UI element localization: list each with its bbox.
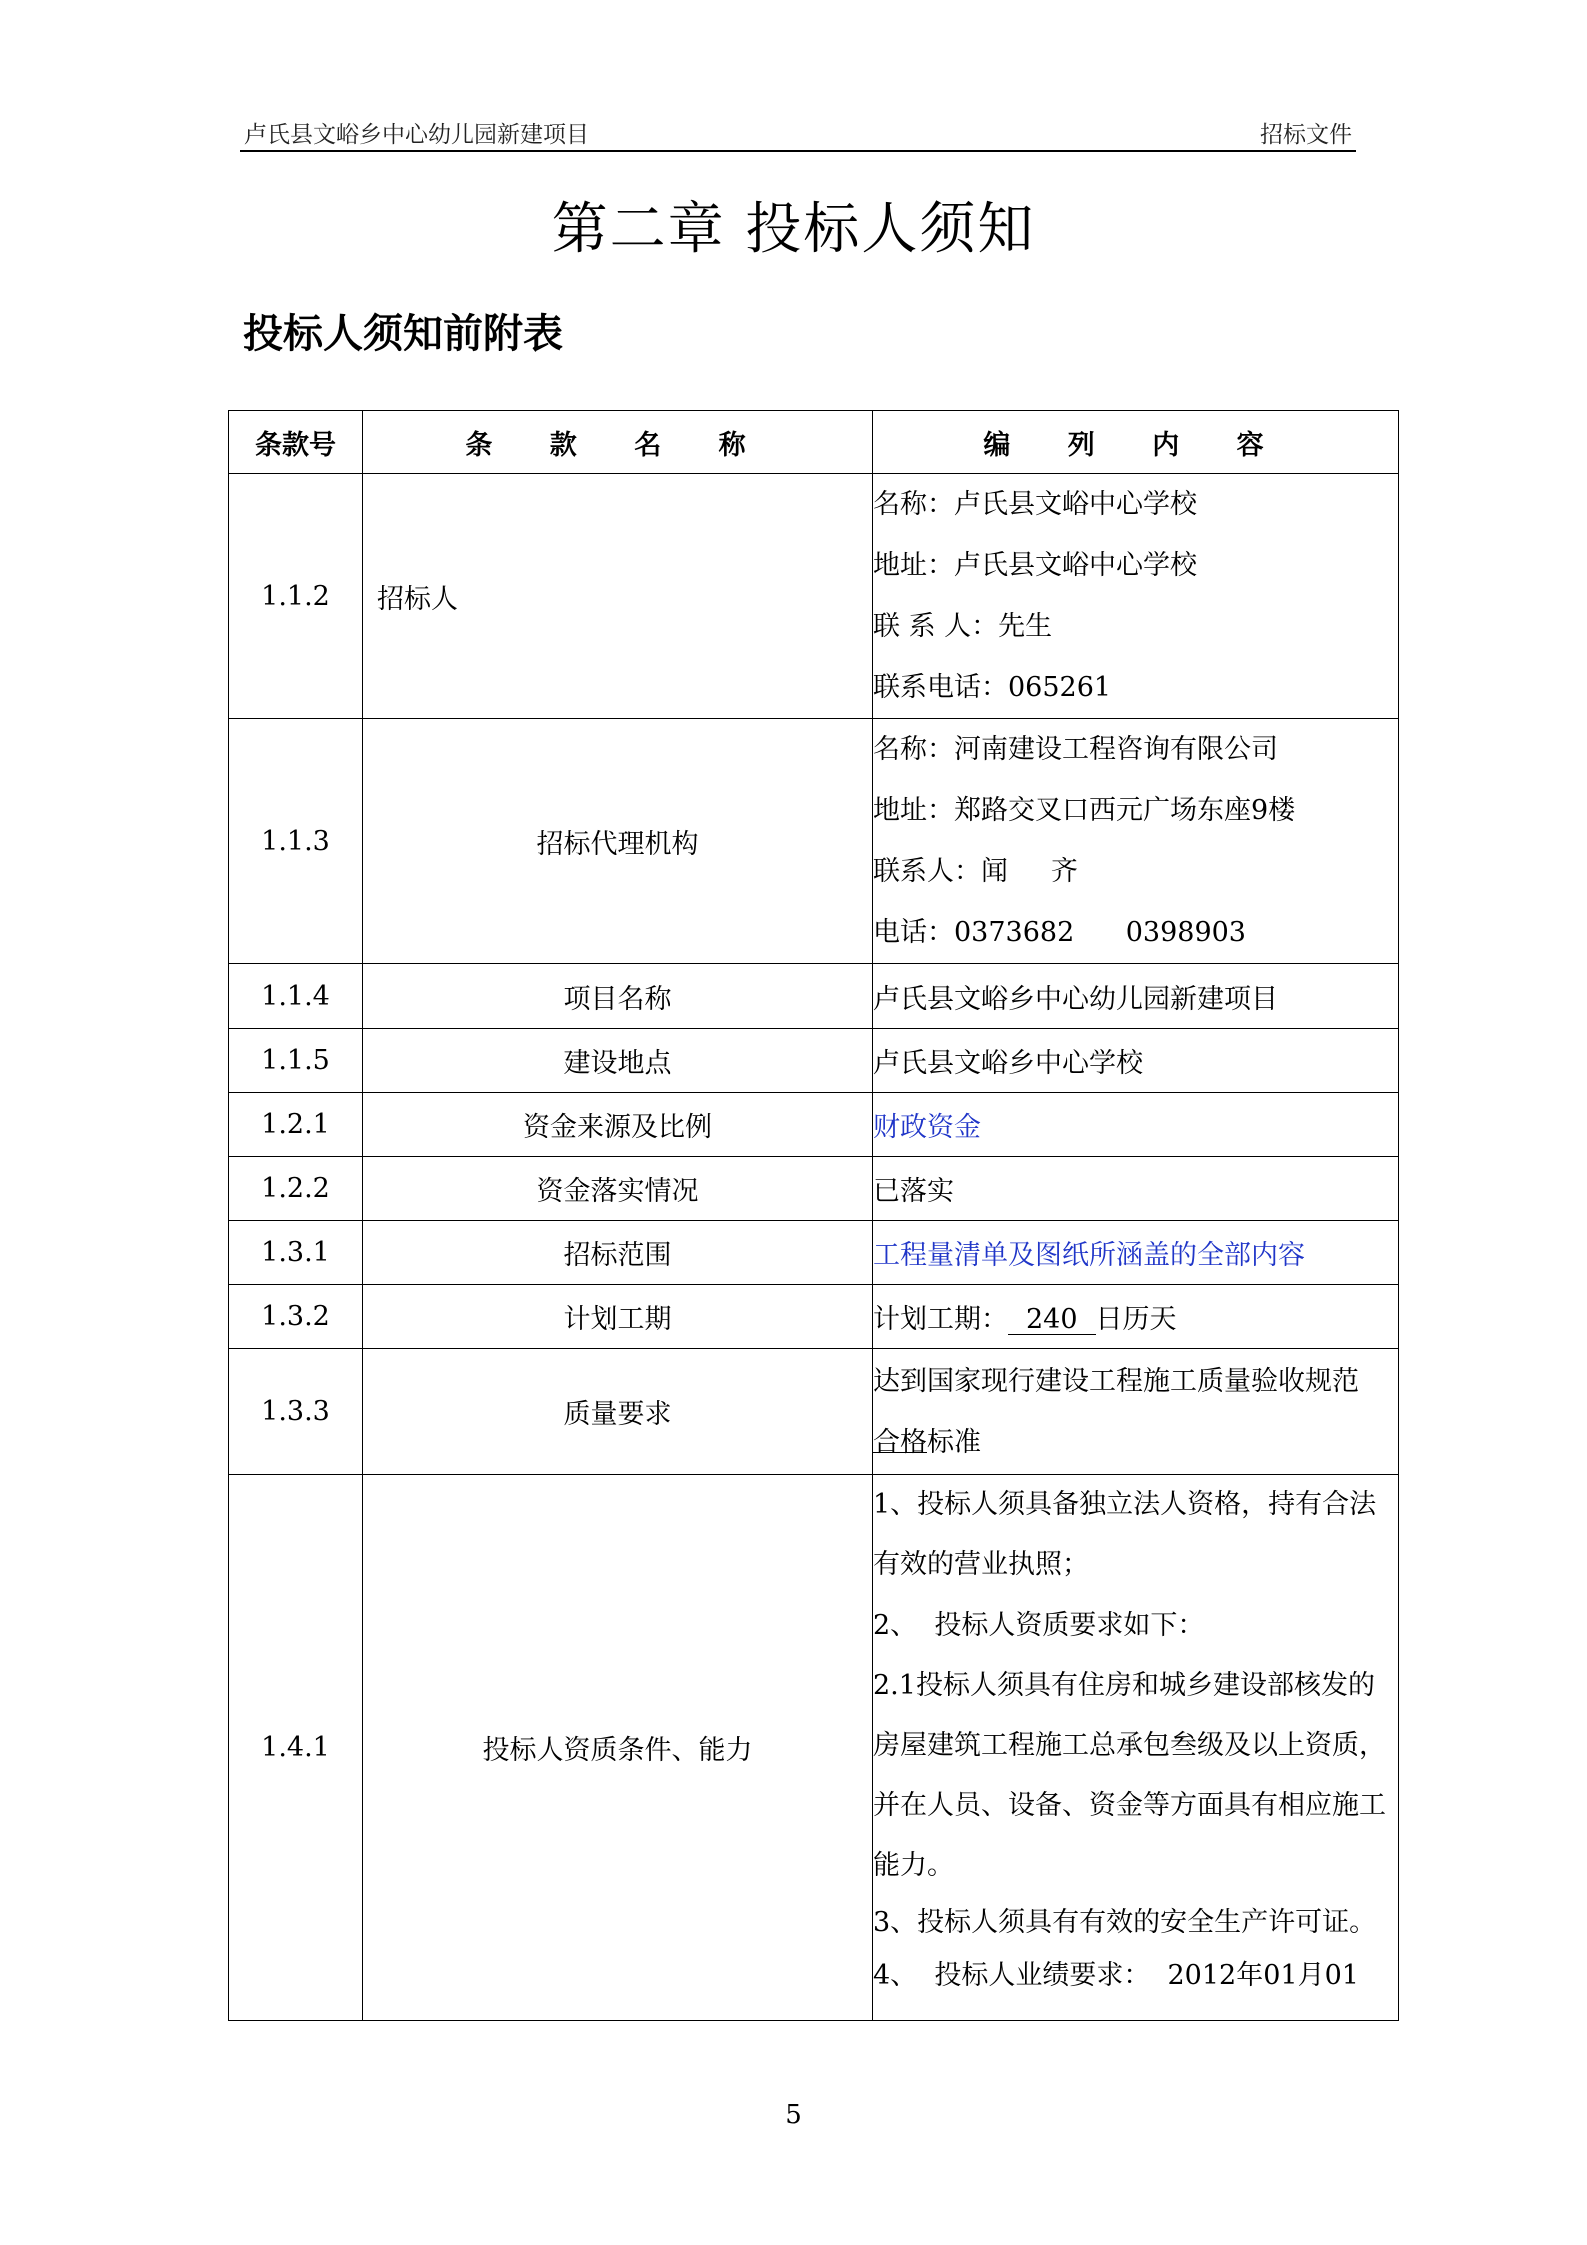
table-row bbox=[229, 1093, 1399, 1157]
clause-no: 1.3.1 bbox=[229, 1221, 363, 1285]
clause-name: 资金落实情况 bbox=[363, 1157, 873, 1221]
clause-no: 1.4.1 bbox=[229, 1475, 363, 2021]
table-row bbox=[229, 1029, 1399, 1093]
content-line: 联系电话：065261 bbox=[873, 672, 1112, 703]
content-line: 地址：卢氏县文峪中心学校 bbox=[873, 550, 1197, 581]
table-row bbox=[229, 1285, 1399, 1349]
clause-content: 卢氏县文峪乡中心幼儿园新建项目 bbox=[873, 964, 1399, 1029]
content-line: 2.1投标人须具有住房和城乡建设部核发的房屋建筑工程施工总承包叁级及以上资质，并在人员、设备、资金等方面具有相应施工能力。 bbox=[873, 1670, 1386, 1881]
clause-content bbox=[873, 1475, 1399, 2021]
clause-content bbox=[873, 474, 1399, 719]
clause-content: 已落实 bbox=[873, 1157, 1399, 1221]
clause-name: 投标人资质条件、能力 bbox=[363, 1475, 873, 2021]
clause-content: 财政资金 bbox=[873, 1093, 1399, 1157]
content-line: 电话：0373682 0398903 bbox=[873, 917, 1246, 948]
content-line: 4、 投标人业绩要求： 2012年01月01 bbox=[873, 1960, 1359, 1991]
table-header-row bbox=[229, 411, 1399, 474]
content-line: 联系人：闻 齐 bbox=[873, 856, 1078, 887]
clause-name: 招标范围 bbox=[363, 1221, 873, 1285]
table-row bbox=[229, 1475, 1399, 2021]
duration-unit: 日历天 bbox=[1095, 1304, 1177, 1335]
content-line: 达到国家现行建设工程施工质量验收规范 bbox=[873, 1365, 1359, 1397]
section-title: 投标人须知前附表 bbox=[243, 311, 563, 357]
clause-content bbox=[873, 1349, 1399, 1475]
clause-no: 1.2.2 bbox=[229, 1157, 363, 1221]
clause-no: 1.1.4 bbox=[229, 964, 363, 1029]
clause-content bbox=[873, 1285, 1399, 1349]
content-line: 3、投标人须具有有效的安全生产许可证。 bbox=[873, 1907, 1377, 1938]
table-row bbox=[229, 719, 1399, 964]
instructions-table bbox=[228, 410, 1399, 2021]
table-row bbox=[229, 964, 1399, 1029]
header-clause-name: 条 款 名 称 bbox=[363, 411, 873, 474]
header-content: 编 列 内 容 bbox=[873, 411, 1399, 474]
clause-no: 1.3.3 bbox=[229, 1349, 363, 1475]
table-row bbox=[229, 474, 1399, 719]
clause-no: 1.1.5 bbox=[229, 1029, 363, 1093]
header-doc-type: 招标文件 bbox=[1260, 122, 1352, 148]
table-row bbox=[229, 1157, 1399, 1221]
clause-no: 1.3.2 bbox=[229, 1285, 363, 1349]
clause-no: 1.1.2 bbox=[229, 474, 363, 719]
clause-name: 项目名称 bbox=[363, 964, 873, 1029]
clause-name: 招标代理机构 bbox=[363, 719, 873, 964]
clause-content: 工程量清单及图纸所涵盖的全部内容 bbox=[873, 1221, 1399, 1285]
header-project-name: 卢氏县文峪乡中心幼儿园新建项目 bbox=[244, 122, 589, 148]
clause-no: 1.1.3 bbox=[229, 719, 363, 964]
duration-label: 计划工期： bbox=[873, 1304, 1008, 1335]
content-line: 地址：郑路交叉口西元广场东座9楼 bbox=[873, 795, 1296, 826]
table-row bbox=[229, 1349, 1399, 1475]
clause-name: 资金来源及比例 bbox=[363, 1093, 873, 1157]
clause-name: 计划工期 bbox=[363, 1285, 873, 1349]
content-line: 名称：河南建设工程咨询有限公司 bbox=[873, 734, 1278, 765]
chapter-title: 第二章 投标人须知 bbox=[551, 197, 1036, 262]
clause-content bbox=[873, 719, 1399, 964]
clause-name: 建设地点 bbox=[363, 1029, 873, 1093]
header-clause-no: 条款号 bbox=[229, 411, 363, 474]
content-text: 标准 bbox=[927, 1426, 981, 1458]
page-number: 5 bbox=[785, 2100, 802, 2130]
duration-value: 240 bbox=[1008, 1306, 1096, 1335]
page-header bbox=[240, 110, 1356, 152]
content-line: 2、 投标人资质要求如下： bbox=[873, 1610, 1205, 1641]
clause-name: 招标人 bbox=[363, 474, 873, 719]
table-row bbox=[229, 1221, 1399, 1285]
content-line: 联 系 人：先生 bbox=[873, 611, 1053, 642]
underlined-text: 合格 bbox=[873, 1426, 927, 1458]
clause-no: 1.2.1 bbox=[229, 1093, 363, 1157]
content-line: 名称：卢氏县文峪中心学校 bbox=[873, 489, 1197, 520]
clause-content: 卢氏县文峪乡中心学校 bbox=[873, 1029, 1399, 1093]
clause-name: 质量要求 bbox=[363, 1349, 873, 1475]
content-line: 1、投标人须具备独立法人资格，持有合法有效的营业执照； bbox=[873, 1489, 1377, 1580]
